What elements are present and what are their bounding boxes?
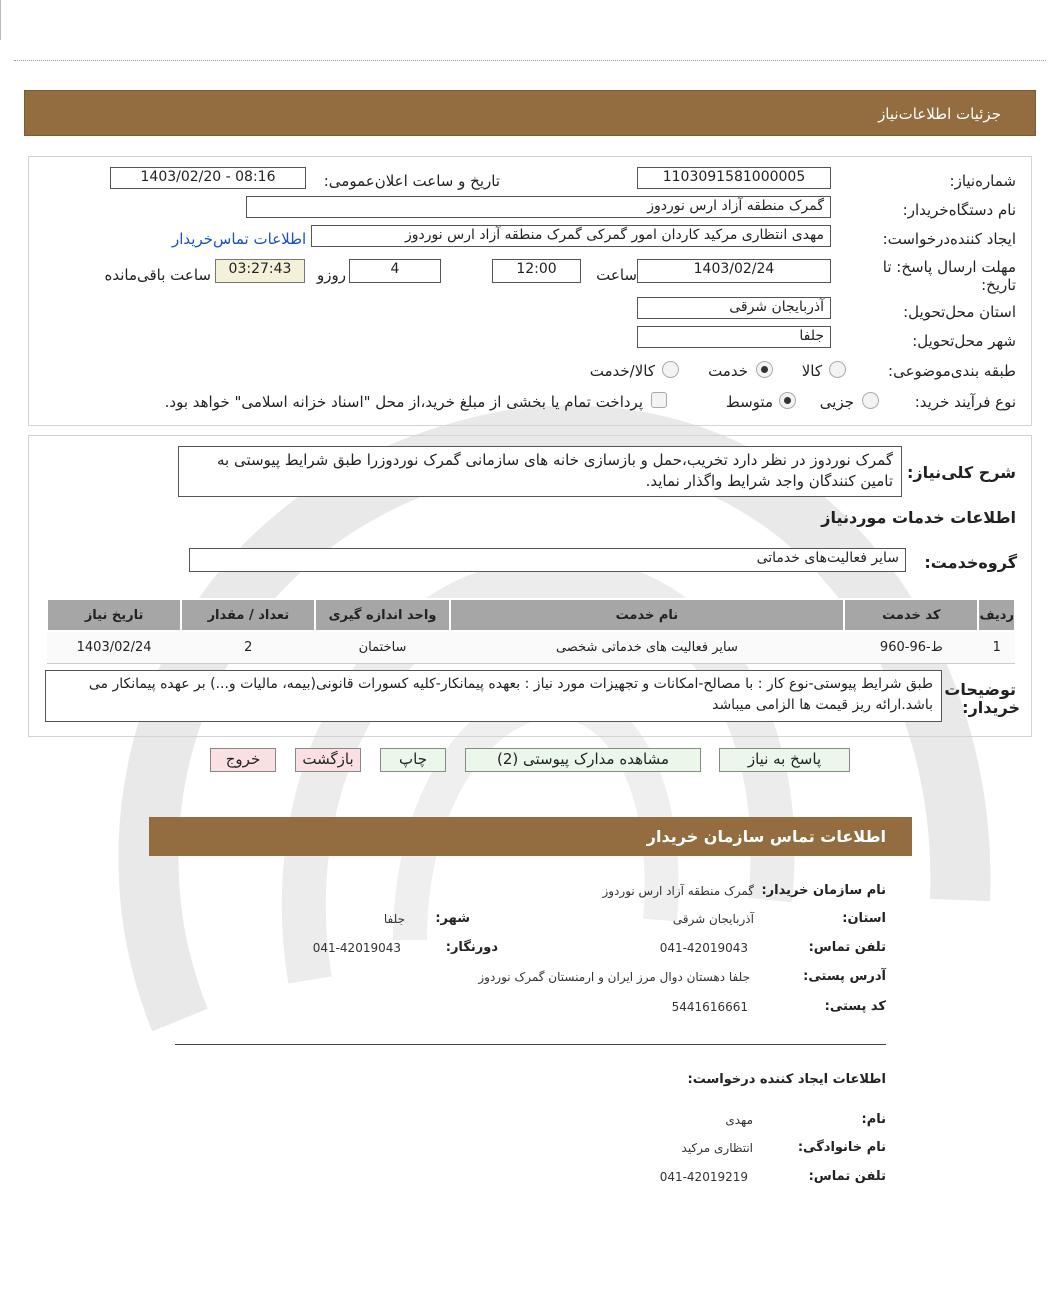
col-service-code: کد خدمت: [844, 599, 978, 631]
province-field: آذربایجان شرقی: [637, 297, 831, 319]
deadline-date-field: 1403/02/24: [637, 259, 831, 283]
contact-divider: [175, 1044, 886, 1045]
cell-service-code: ط-96-960: [844, 631, 978, 663]
remaining-label: ساعت باقی‌مانده: [104, 266, 211, 284]
category-option-both: کالا/خدمت: [589, 362, 655, 380]
col-unit: واحد اندازه گیری: [315, 599, 449, 631]
cell-row: 1: [978, 631, 1015, 663]
page-header: [24, 90, 1036, 136]
contact-org-value: گمرک منطقه آزاد ارس نوردوز: [602, 884, 754, 898]
reply-button[interactable]: پاسخ به نیاز: [719, 748, 850, 772]
col-need-date: تاریخ نیاز: [47, 599, 181, 631]
announce-field: 1403/02/20 - 08:16: [110, 167, 306, 189]
col-quantity: تعداد / مقدار: [181, 599, 315, 631]
deadline-time-field: 12:00: [492, 259, 581, 283]
process-radio-medium[interactable]: [779, 392, 796, 409]
buyer-notes-label-2: خریدار:: [962, 698, 1020, 717]
creator-name-value: مهدی: [725, 1113, 753, 1127]
remaining-timer: 03:27:43: [215, 259, 305, 283]
treasury-payment-note: پرداخت تمام یا بخشی از مبلغ خرید،از محل "اسناد خزانه اسلامی" خواهد بود.: [164, 393, 643, 411]
contact-header: [149, 817, 912, 856]
page-title: جزئیات اطلاعات‌نیاز: [878, 105, 1001, 123]
services-table-header: [47, 599, 1015, 631]
days-field: 4: [349, 259, 441, 283]
contact-phone-label: تلفن تماس:: [808, 940, 886, 955]
category-option-goods: کالا: [801, 362, 822, 380]
contact-fax-label: دورنگار:: [445, 940, 498, 955]
days-label: روزو: [317, 266, 346, 284]
province-label: استان محل‌تحویل:: [903, 303, 1016, 321]
city-field: جلفا: [637, 326, 831, 348]
category-label: طبقه بندی‌موضوعی:: [888, 362, 1016, 380]
creator-label: ایجاد کننده‌درخواست:: [882, 230, 1016, 248]
category-option-service: خدمت: [708, 362, 748, 380]
attachments-button[interactable]: مشاهده مدارک پیوستی (2): [465, 748, 701, 772]
category-radio-both[interactable]: [662, 361, 679, 378]
col-row: ردیف: [978, 599, 1015, 631]
contact-fax-value: 041-42019043: [312, 941, 401, 955]
treasury-payment-checkbox[interactable]: [651, 392, 667, 408]
contact-org-label: نام سازمان خریدار:: [761, 883, 886, 898]
buyer-org-field: گمرک منطقه آزاد ارس نوردوز: [246, 196, 831, 218]
process-label: نوع فرآیند خرید:: [914, 393, 1016, 411]
process-option-minor: جزیی: [819, 393, 854, 411]
summary-text: گمرک نوردوز در نظر دارد تخریب،حمل و بازسازی خانه های سازمانی گمرک نوردوزرا طبق شرایط پیوستی به تامین کنندگان واجد شرایط واگذار نماید.: [178, 446, 902, 497]
contact-phone-value: 041-42019043: [659, 941, 748, 955]
cell-quantity: 2: [181, 631, 315, 663]
need-number-label: شماره‌نیاز:: [949, 172, 1016, 190]
announce-label: تاریخ و ساعت اعلان‌عمومی:: [323, 172, 500, 190]
col-service-name: نام خدمت: [450, 599, 845, 631]
contact-title: اطلاعات تماس سازمان خریدار: [646, 827, 886, 846]
window-edge: [0, 0, 1, 40]
service-group-field: سایر فعالیت‌های خدماتی: [189, 548, 906, 572]
process-radio-minor[interactable]: [862, 392, 879, 409]
deadline-label-line2: تاریخ:: [981, 276, 1016, 294]
process-option-medium: متوسط: [725, 393, 773, 411]
creator-field: مهدی انتظاری مرکید کاردان امور گمرکی گمرک منطقه آزاد ارس نوردوز: [311, 225, 831, 247]
contact-province-label: استان:: [842, 911, 886, 926]
creator-name-label: نام:: [861, 1112, 886, 1127]
contact-address-value: جلفا دهستان دوال مرز ایران و ارمنستان گمرک نوردوز: [478, 970, 750, 984]
services-table: [46, 598, 1016, 664]
buyer-notes-label-1: توضیحات: [944, 680, 1016, 699]
creator-phone-value: 041-42019219: [659, 1170, 748, 1184]
category-radio-service[interactable]: [756, 361, 773, 378]
contact-city-label: شهر:: [435, 911, 470, 926]
cell-unit: ساختمان: [315, 631, 449, 663]
deadline-time-label: ساعت: [596, 266, 637, 284]
deadline-label-line1: مهلت ارسال پاسخ: تا: [882, 258, 1016, 276]
category-radio-goods[interactable]: [829, 361, 846, 378]
buyer-notes-text: طبق شرایط پیوستی-نوع کار : با مصالح-امکانات و تجهیزات مورد نیاز : بعهده پیمانکار-کلیه کسورات قانونی(بیمه، مالیات و...) بر عهده پیمانکار می باشد.ارائه ریز قیمت ها الزامی میباشد: [45, 670, 942, 722]
back-button[interactable]: بازگشت: [295, 748, 361, 772]
need-number-field: 1103091581000005: [637, 167, 831, 189]
table-row: [47, 631, 1015, 663]
creator-phone-label: تلفن تماس:: [808, 1169, 886, 1184]
cell-service-name: سایر فعالیت های خدماتی شخصی: [450, 631, 845, 663]
contact-city-value: جلفا: [383, 912, 405, 926]
creator-family-value: انتظاری مرکید: [681, 1141, 753, 1155]
creator-family-label: نام خانوادگی:: [797, 1140, 886, 1155]
contact-postal-value: 5441616661: [671, 1000, 748, 1014]
buyer-org-label: نام دستگاه‌خریدار:: [902, 201, 1016, 219]
print-button[interactable]: چاپ: [380, 748, 446, 772]
buyer-contact-link[interactable]: اطلاعات تماس‌خریدار: [172, 230, 307, 248]
services-heading: اطلاعات خدمات موردنیاز: [821, 508, 1016, 527]
top-divider: [14, 60, 1046, 61]
creator-info-heading: اطلاعات ایجاد کننده درخواست:: [687, 1072, 886, 1087]
city-label: شهر محل‌تحویل:: [912, 332, 1016, 350]
cell-need-date: 1403/02/24: [47, 631, 181, 663]
summary-label: شرح کلی‌نیاز:: [907, 463, 1016, 482]
contact-province-value: آذربایجان شرقی: [672, 912, 754, 926]
contact-postal-label: کد پستی:: [824, 999, 886, 1014]
contact-address-label: آدرس پستی:: [803, 969, 886, 984]
service-group-label: گروه‌خدمت:: [924, 553, 1017, 572]
exit-button[interactable]: خروج: [210, 748, 276, 772]
